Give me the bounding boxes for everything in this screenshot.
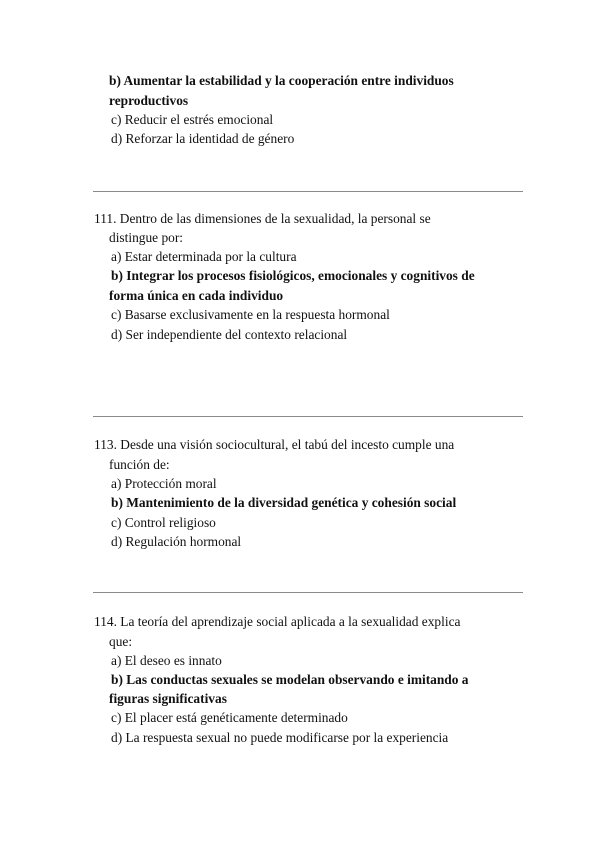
q111-option-a: a) Estar determinada por la cultura	[111, 249, 297, 264]
q114-option-d: d) La respuesta sexual no puede modificarse por la experiencia	[111, 730, 449, 745]
q113-option-c: c) Control religioso	[111, 515, 216, 530]
q114-stem-line1: 114. La teoría del aprendizaje social aplicada a la sexualidad explica	[94, 614, 461, 629]
q111-stem-line1: 111. Dentro de las dimensiones de la sexualidad, la personal se	[94, 211, 431, 226]
q114-option-b-line2: figuras significativas	[109, 691, 227, 706]
q110-option-b-line1: b) Aumentar la estabilidad y la cooperación entre individuos	[109, 73, 454, 88]
q113-option-d: d) Regulación hormonal	[111, 534, 242, 549]
q113-stem-line1: 113. Desde una visión sociocultural, el tabú del incesto cumple una	[94, 437, 455, 452]
q113-option-a: a) Protección moral	[111, 476, 217, 491]
q111-stem-line2: distingue por:	[109, 230, 184, 245]
q111-option-d: d) Ser independiente del contexto relacional	[111, 327, 348, 342]
q114-stem-line2: que:	[109, 634, 133, 649]
q111-option-b-line1: b) Integrar los procesos fisiológicos, emocionales y cognitivos de	[111, 268, 475, 283]
separator-rule	[93, 191, 523, 192]
q111-option-c: c) Basarse exclusivamente en la respuesta hormonal	[111, 307, 390, 322]
separator-rule	[93, 592, 523, 593]
q114-option-a: a) El deseo es innato	[111, 653, 222, 668]
q113-stem-line2: función de:	[109, 457, 170, 472]
separator-rule	[93, 416, 523, 417]
q114-option-b-line1: b) Las conductas sexuales se modelan observando e imitando a	[111, 672, 469, 687]
q110-option-c: c) Reducir el estrés emocional	[111, 112, 274, 127]
q113-option-b: b) Mantenimiento de la diversidad genética y cohesión social	[111, 495, 457, 510]
q110-option-d: d) Reforzar la identidad de género	[111, 131, 295, 146]
q114-option-c: c) El placer está genéticamente determinado	[111, 710, 348, 725]
q110-option-b-line2: reproductivos	[109, 93, 189, 108]
q111-option-b-line2: forma única en cada individuo	[109, 288, 284, 303]
